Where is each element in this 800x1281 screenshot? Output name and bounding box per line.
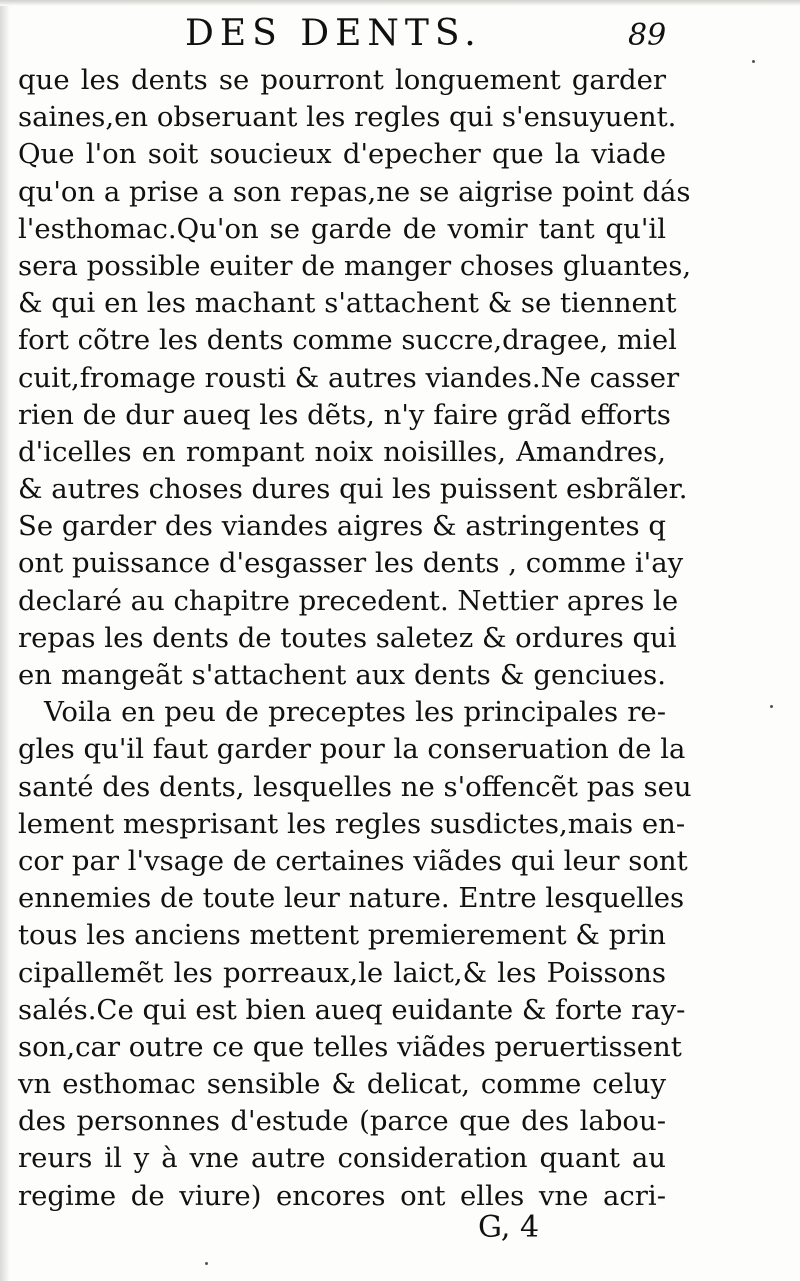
text-line: reurs il y à vne autre consideration quant au — [18, 1142, 666, 1175]
body-text — [18, 62, 692, 1215]
text-line: l'esthomac.Qu'on se garde de vomir tant qu'il — [18, 212, 666, 245]
ink-speck — [752, 60, 755, 63]
text-line: repas les dents de toutes saletez & ordures qui — [18, 621, 677, 654]
text-line: Se garder des viandes aigres & astringentes q — [18, 510, 666, 543]
text-line: vn esthomac sensible & delicat, comme celuy — [18, 1068, 666, 1101]
text-line: regime de viure) encores ont elles vne acri- — [18, 1179, 666, 1212]
text-line: ont puissance d'esgasser les dents , comme i'ay — [18, 547, 684, 580]
text-line: rien de dur aueq les dẽts, n'y faire grãd efforts — [18, 398, 671, 431]
text-line: saines,en obseruant les regles qui s'ensuyuent. — [18, 101, 677, 134]
text-line: que les dents se pourront longuement garder — [18, 64, 666, 96]
ink-speck — [205, 1262, 208, 1265]
running-head: DES DENTS. — [185, 13, 482, 54]
page-number: 89 — [628, 18, 667, 53]
page-shadow-top — [0, 0, 800, 6]
paragraph-first-line: Voila en peu de preceptes les principales re- — [44, 696, 666, 729]
text-line: Que l'on soit soucieux d'epecher que la viade — [18, 138, 666, 171]
text-line: cuit,fromage rousti & autres viandes.Ne casser — [18, 361, 680, 394]
text-line: cipallemẽt les porreaux,le laict,& les Poissons — [18, 956, 666, 989]
text-line: ennemies de toute leur nature. Entre lesquelles — [18, 882, 685, 915]
text-line: santé des dents, lesquelles ne s'offencẽt pas seu — [18, 770, 692, 803]
text-line: en mangeãt s'attachent aux dents & genciues. — [18, 659, 666, 691]
text-line: d'icelles en rompant noix noisilles, Amandres, — [18, 435, 666, 468]
text-line: cor par l'vsage de certaines viãdes qui leur sont — [18, 844, 688, 877]
text-line: salés.Ce qui est bien aueq euidante & forte ray- — [18, 993, 686, 1026]
text-line: sera possible euiter de manger choses gluantes, — [18, 249, 692, 282]
text-line: declaré au chapitre precedent. Nettier apres le — [18, 584, 679, 617]
text-line: son,car outre ce que telles viãdes peruertissent — [18, 1030, 682, 1063]
text-line: & autres choses dures qui les puissent esbrãler. — [18, 473, 688, 506]
page-shadow-left — [0, 0, 10, 1281]
text-line: des personnes d'estude (parce que des labou- — [18, 1105, 666, 1138]
signature-mark: G, 4 — [478, 1210, 540, 1245]
text-line: tous les anciens mettent premierement & prin — [18, 919, 666, 952]
text-line: fort cõtre les dents comme succre,dragee, miel — [18, 324, 677, 357]
text-line: gles qu'il faut garder pour la conseruation de la — [18, 733, 686, 766]
text-line: qu'on a prise a son repas,ne se aigrise point dás — [18, 175, 691, 208]
text-line: lement mesprisant les regles susdictes,mais en- — [18, 807, 686, 840]
ink-speck — [770, 705, 773, 708]
text-line: & qui en les machant s'attachent & se tiennent — [18, 287, 677, 320]
